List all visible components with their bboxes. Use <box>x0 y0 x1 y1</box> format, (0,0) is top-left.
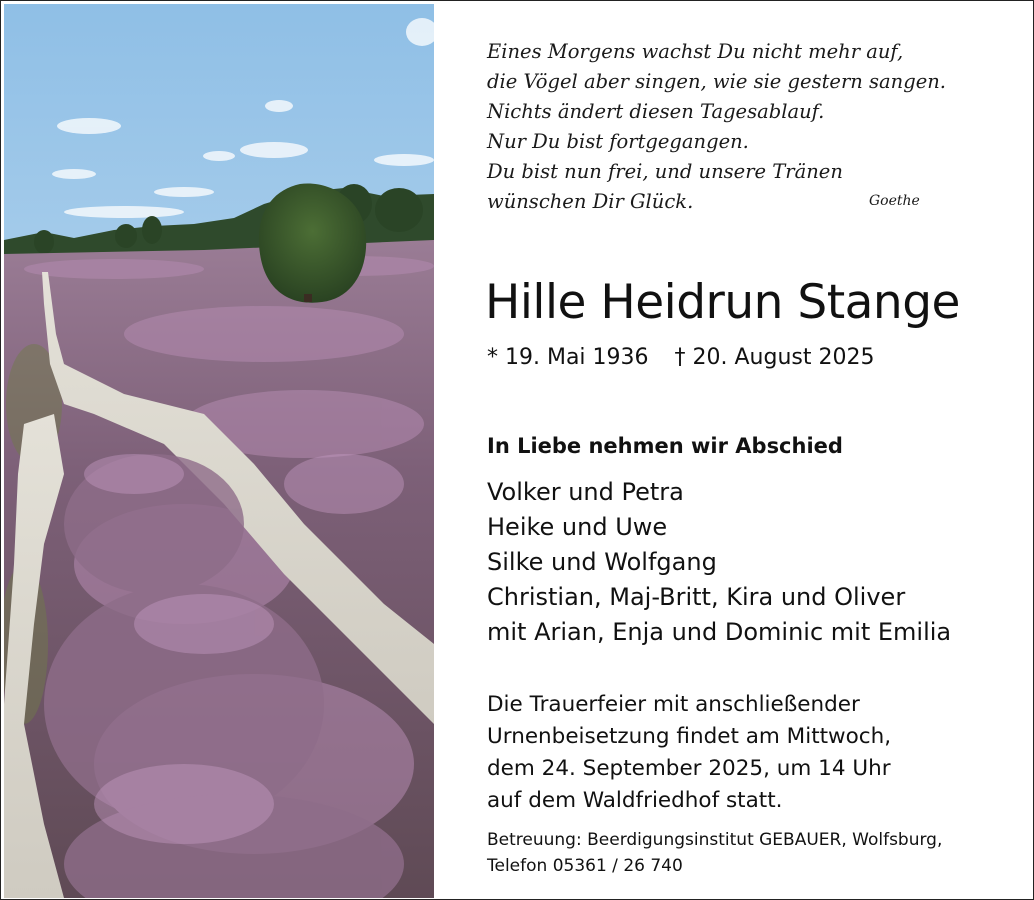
poem-line: wünschen Dir Glück. <box>487 190 694 213</box>
life-dates <box>487 343 874 373</box>
mourner-entry: Heike und Uwe <box>487 513 668 541</box>
poem-line: Nur Du bist fortgegangen. <box>487 130 749 153</box>
farewell-heading: In Liebe nehmen wir Abschied <box>487 434 843 458</box>
death-date: † 20. August 2025 <box>674 345 875 370</box>
service-line: auf dem Waldfriedhof statt. <box>487 788 783 813</box>
poem-line: die Vögel aber singen, wie sie gestern sangen. <box>487 70 947 93</box>
birth-date: * 19. Mai 1936 <box>487 345 649 370</box>
service-line: Die Trauerfeier mit anschließender <box>487 692 860 717</box>
poem-line: Du bist nun frei, und unsere Tränen <box>487 160 843 183</box>
deceased-name: Hille Heidrun Stange <box>485 275 960 330</box>
heath-landscape-photo <box>4 4 434 898</box>
funeral-service-info <box>487 689 891 817</box>
service-line: Urnenbeisetzung findet am Mittwoch, <box>487 724 892 749</box>
poem-line: Nichts ändert diesen Tagesablauf. <box>487 100 825 123</box>
mourner-entry: Silke und Wolfgang <box>487 548 717 576</box>
funeral-home-contact <box>487 827 942 879</box>
goethe-poem <box>487 37 946 217</box>
mourners-list <box>487 475 951 650</box>
contact-line: Telefon 05361 / 26 740 <box>487 856 683 876</box>
poem-line: Eines Morgens wachst Du nicht mehr auf, <box>487 40 904 63</box>
mourner-entry: mit Arian, Enja und Dominic mit Emilia <box>487 618 952 646</box>
mourner-entry: Volker und Petra <box>487 478 684 506</box>
poem-author: Goethe <box>869 193 920 209</box>
mourner-entry: Christian, Maj-Britt, Kira und Oliver <box>487 583 906 611</box>
contact-line: Betreuung: Beerdigungsinstitut GEBAUER, Wolfsburg, <box>487 830 943 850</box>
service-line: dem 24. September 2025, um 14 Uhr <box>487 756 891 781</box>
